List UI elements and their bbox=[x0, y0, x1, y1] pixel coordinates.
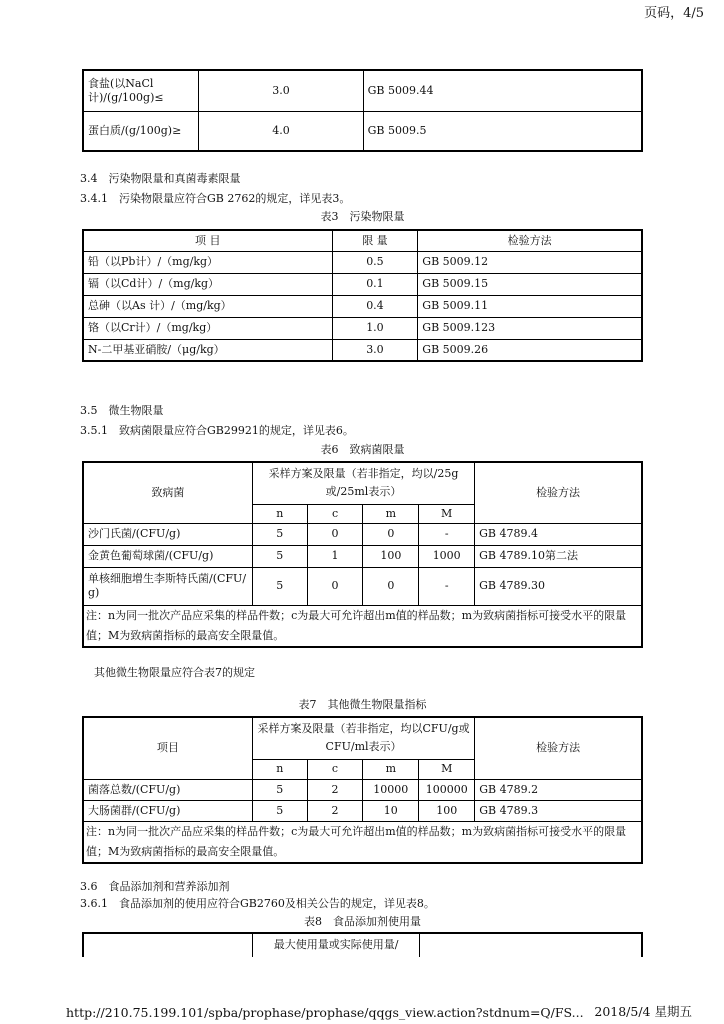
header-blank bbox=[83, 933, 252, 957]
subheader-m: m bbox=[363, 504, 419, 523]
header-item: 项目 bbox=[83, 717, 252, 779]
cell-m: 100 bbox=[363, 545, 419, 567]
table3 bbox=[82, 229, 643, 362]
table-header-row bbox=[83, 933, 642, 957]
table-row bbox=[83, 317, 642, 339]
cell-item: 镉（以Cd计）/（mg/kg） bbox=[83, 273, 332, 295]
section-3-6-heading: 3.6 食品添加剂和营养添加剂 bbox=[80, 880, 230, 893]
table-header-row bbox=[83, 230, 642, 251]
table-row bbox=[83, 567, 642, 605]
subheader-n: n bbox=[252, 504, 307, 523]
cell-item: 铅（以Pb计）/（mg/kg） bbox=[83, 251, 332, 273]
cell-c: 1 bbox=[307, 545, 363, 567]
table-row bbox=[83, 273, 642, 295]
table-row bbox=[83, 800, 642, 821]
cell-value: 4.0 bbox=[199, 111, 363, 151]
cell-n: 5 bbox=[252, 567, 307, 605]
cell-item: 金黄色葡萄球菌/(CFU/g) bbox=[83, 545, 252, 567]
cell-item: 沙门氏菌/(CFU/g) bbox=[83, 523, 252, 545]
subheader-c: c bbox=[307, 759, 363, 779]
cell-M: 100000 bbox=[419, 779, 475, 800]
cell-value: 0.4 bbox=[332, 295, 418, 317]
cell-value: 0.1 bbox=[332, 273, 418, 295]
table6-note: 注：n为同一批次产品应采集的样品件数；c为最大可允许超出m值的样品数；m为致病菌指标可接受水平的限量值；M为致病菌指标的最高安全限量值。 bbox=[83, 605, 642, 647]
cell-method: GB 5009.44 bbox=[363, 70, 642, 111]
cell-value: 0.5 bbox=[332, 251, 418, 273]
header-item: 项 目 bbox=[83, 230, 332, 251]
cell-item: N-二甲基亚硝胺/（μg/kg） bbox=[83, 339, 332, 361]
table-row bbox=[83, 251, 642, 273]
table-top bbox=[82, 69, 643, 152]
table-header-row bbox=[83, 462, 642, 504]
header-pathogen: 致病菌 bbox=[83, 462, 252, 523]
subheader-m: m bbox=[363, 759, 419, 779]
table-row bbox=[83, 545, 642, 567]
other-micro-text: 其他微生物限量应符合表7的规定 bbox=[94, 666, 255, 679]
cell-c: 2 bbox=[307, 800, 363, 821]
cell-method: GB 4789.2 bbox=[475, 779, 642, 800]
header-value: 限 量 bbox=[332, 230, 418, 251]
subheader-n: n bbox=[252, 759, 307, 779]
table-row bbox=[83, 70, 642, 111]
cell-M: - bbox=[419, 523, 475, 545]
cell-method: GB 5009.5 bbox=[363, 111, 642, 151]
table3-caption: 表3 污染物限量 bbox=[320, 210, 405, 223]
cell-method: GB 4789.30 bbox=[475, 567, 642, 605]
cell-m: 0 bbox=[363, 523, 419, 545]
section-3-5-1-text: 3.5.1 致病菌限量应符合GB29921的规定，详见表6。 bbox=[80, 424, 354, 437]
cell-n: 5 bbox=[252, 779, 307, 800]
header-method: 检验方法 bbox=[475, 462, 642, 523]
header-method: 检验方法 bbox=[475, 717, 642, 779]
cell-c: 0 bbox=[307, 523, 363, 545]
cell-m: 0 bbox=[363, 567, 419, 605]
cell-item: 菌落总数/(CFU/g) bbox=[83, 779, 252, 800]
header-sampling-plan: 采样方案及限量（若非指定，均以/25g或/25ml表示） bbox=[252, 462, 474, 504]
page-number: 页码，4/5 bbox=[644, 6, 704, 21]
cell-value: 1.0 bbox=[332, 317, 418, 339]
table-header-row bbox=[83, 717, 642, 759]
cell-n: 5 bbox=[252, 523, 307, 545]
table6-caption: 表6 致病菌限量 bbox=[320, 443, 405, 456]
header-blank bbox=[420, 933, 642, 957]
cell-item: 食盐(以NaCl计)/(g/100g)≤ bbox=[83, 70, 199, 111]
subheader-M: M bbox=[419, 759, 475, 779]
table8 bbox=[82, 932, 643, 957]
subheader-M: M bbox=[419, 504, 475, 523]
section-3-4-1-text: 3.4.1 污染物限量应符合GB 2762的规定，详见表3。 bbox=[80, 192, 351, 205]
cell-item: 大肠菌群/(CFU/g) bbox=[83, 800, 252, 821]
cell-method: GB 5009.12 bbox=[418, 251, 642, 273]
cell-value: 3.0 bbox=[199, 70, 363, 111]
footer-url: http://210.75.199.101/spba/prophase/prophase/qqgs_view.action?stdnum=Q/FS... bbox=[66, 1005, 584, 1020]
table-note-row bbox=[83, 605, 642, 647]
table7-note: 注：n为同一批次产品应采集的样品件数；c为最大可允许超出m值的样品数；m为致病菌指标可接受水平的限量值；M为致病菌指标的最高安全限量值。 bbox=[83, 821, 642, 863]
table-row bbox=[83, 779, 642, 800]
cell-n: 5 bbox=[252, 545, 307, 567]
cell-item: 单核细胞增生李斯特氏菌/(CFU/g) bbox=[83, 567, 252, 605]
table7-caption: 表7 其他微生物限量指标 bbox=[298, 698, 427, 711]
cell-c: 0 bbox=[307, 567, 363, 605]
table-row bbox=[83, 111, 642, 151]
table-note-row bbox=[83, 821, 642, 863]
cell-value: 3.0 bbox=[332, 339, 418, 361]
table7 bbox=[82, 716, 643, 864]
section-3-6-1-text: 3.6.1 食品添加剂的使用应符合GB2760及相关公告的规定，详见表8。 bbox=[80, 897, 435, 910]
header-max-usage: 最大使用量或实际使用量/ bbox=[252, 933, 419, 957]
footer-date: 2018/5/4 星期五 bbox=[594, 1004, 692, 1019]
header-method: 检验方法 bbox=[418, 230, 642, 251]
subheader-c: c bbox=[307, 504, 363, 523]
cell-method: GB 5009.15 bbox=[418, 273, 642, 295]
cell-item: 蛋白质/(g/100g)≥ bbox=[83, 111, 199, 151]
table-row bbox=[83, 523, 642, 545]
cell-method: GB 4789.10第二法 bbox=[475, 545, 642, 567]
table6 bbox=[82, 461, 643, 648]
cell-M: 100 bbox=[419, 800, 475, 821]
section-3-5-heading: 3.5 微生物限量 bbox=[80, 404, 164, 417]
cell-method: GB 5009.123 bbox=[418, 317, 642, 339]
cell-M: 1000 bbox=[419, 545, 475, 567]
cell-item: 铬（以Cr计）/（mg/kg） bbox=[83, 317, 332, 339]
cell-n: 5 bbox=[252, 800, 307, 821]
table-row bbox=[83, 295, 642, 317]
table-row bbox=[83, 339, 642, 361]
cell-method: GB 5009.11 bbox=[418, 295, 642, 317]
cell-m: 10000 bbox=[363, 779, 419, 800]
cell-M: - bbox=[419, 567, 475, 605]
header-sampling-plan: 采样方案及限量（若非指定，均以CFU/g或CFU/ml表示） bbox=[252, 717, 474, 759]
cell-item: 总砷（以As 计）/（mg/kg） bbox=[83, 295, 332, 317]
cell-c: 2 bbox=[307, 779, 363, 800]
table8-caption: 表8 食品添加剂使用量 bbox=[304, 915, 421, 928]
cell-method: GB 5009.26 bbox=[418, 339, 642, 361]
cell-method: GB 4789.4 bbox=[475, 523, 642, 545]
cell-m: 10 bbox=[363, 800, 419, 821]
cell-method: GB 4789.3 bbox=[475, 800, 642, 821]
section-3-4-heading: 3.4 污染物限量和真菌毒素限量 bbox=[80, 172, 241, 185]
